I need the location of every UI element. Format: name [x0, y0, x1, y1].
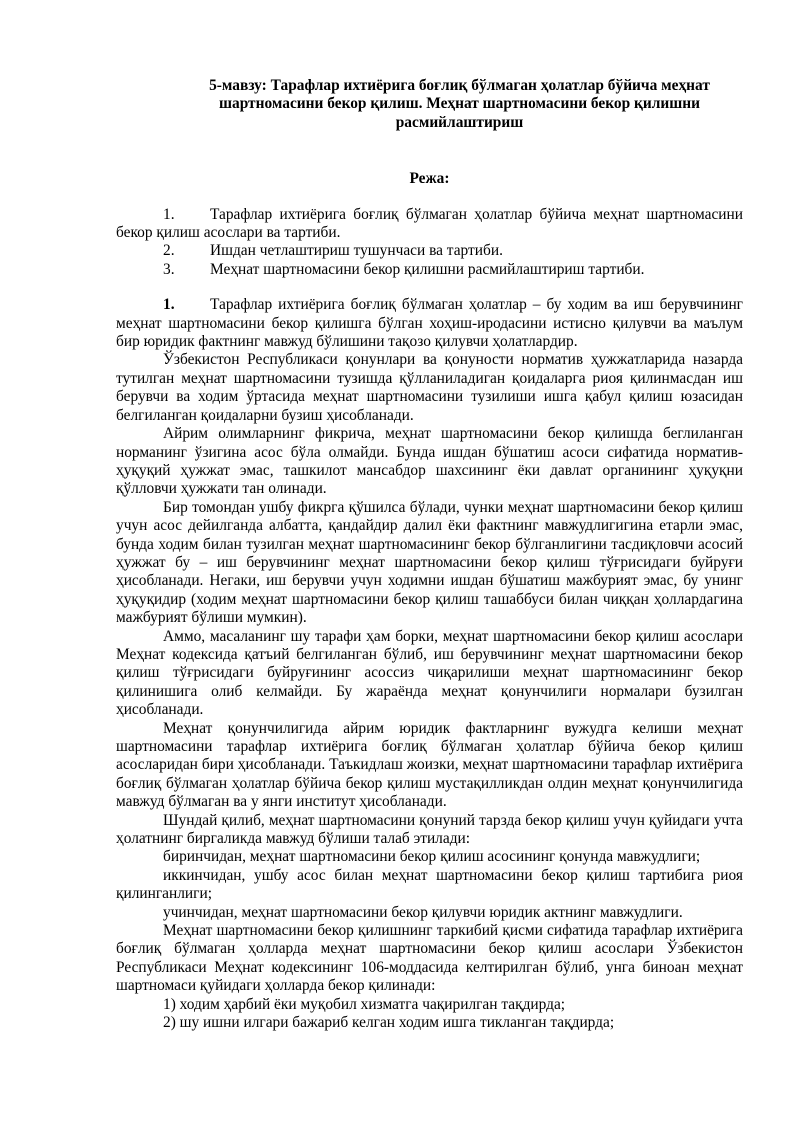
page-title: 5-мавзу: Тарафлар ихтиёрига боғлиқ бўлмаган ҳолатлар бўйича меҳнат шартномасини бекор қилиш. Меҳнат шартномасини бекор қилишни расмийлаштириш	[209, 77, 710, 131]
plan-item-number: 1.	[163, 205, 175, 223]
case-item: 1) ходим ҳарбий ёки муқобил хизматга чақирилган тақдирда;	[163, 995, 566, 1013]
cases-list	[116, 996, 743, 1033]
condition-item: учинчидан, меҳнат шартномасини бекор қилувчи юридик актнинг мавжудлиги.	[163, 903, 683, 921]
paragraph: Бир томондан ушбу фикрга қўшилса бўлади, чунки меҳнат шартномасини бекор қилиш учун асос дейилганда албатта, қандайдир далил ёки фактнинг мавжудлигигина етарли эмас, бунда ходим билан тузилган меҳнат шартномасининг бекор бўлганлигини тасдиқловчи асосий ҳужжат бу – иш берувчининг меҳнат шартномасини бекор қилиш тўғрисидаги буйруғи ҳисобланади. Негаки, иш берувчи учун ходимни ишдан бўшатиш мажбурият эмас, бу унинг ҳуқуқидир (ходим меҳнат шартномасини бекор қилиш ташаббуси билан чиққан ҳоллардагина мажбурият бўлиши мумкин).	[116, 498, 743, 627]
plan-item-text: Тарафлар ихтиёрига боғлиқ бўлмаган ҳолатлар бўйича меҳнат шартномасини бекор қилиш асослари ва тартиби.	[116, 205, 743, 242]
plan-item	[116, 242, 743, 260]
plan-item-number: 3.	[163, 260, 175, 278]
plan-item-number: 2.	[163, 242, 175, 260]
plan-item	[116, 261, 743, 279]
section-number: 1.	[163, 296, 175, 314]
plan-list	[116, 206, 743, 280]
conditions-list	[116, 848, 743, 922]
plan-item	[116, 206, 743, 243]
plan-item-text: Ишдан четлаштириш тушунчаси ва тартиби.	[210, 242, 503, 260]
document-body	[116, 77, 743, 1033]
paragraph: Айрим олимларнинг фикрича, меҳнат шартномасини бекор қилишда беглиланган норманинг ўзигина асос бўла олмайди. Бунда ишдан бўшатиш асоси сифатида норматив-ҳуқуқий ҳужжат эмас, ташкилот мансабдор шахсининг ёки давлат органининг ҳуқуқни қўлловчи ҳужжати тан олинади.	[116, 425, 743, 498]
paragraph-section-1	[116, 296, 743, 351]
plan-heading: Режа:	[409, 170, 450, 188]
condition-item: биринчидан, меҳнат шартномасини бекор қилиш асосининг қонунда мавжудлиги;	[163, 848, 701, 866]
paragraph: Аммо, масаланинг шу тарафи ҳам борки, меҳнат шартномасини бекор қилиш асослари Меҳнат кодексида қатъий белгиланган бўлиб, иш берувчининг меҳнат шартномасини бекор қилиш тўғрисидаги буйруғининг асоссиз чиқарилиши меҳнат шартномасининг бекор қилинишига олиб келмайди. Бу жараёнда меҳнат қонунчилиги нормалари бузилган ҳисобланади.	[116, 627, 743, 719]
paragraph: Меҳнат шартномасини бекор қилишнинг таркибий қисми сифатида тарафлар ихтиёрига боғлиқ бўлмаган ҳолларда меҳнат шартномасини бекор қилиш асослари Ўзбекистон Республикаси Меҳнат кодексининг 106-моддасида келтирилган бўлиб, унга биноан меҳнат шартномаси қуйидаги ҳолларда бекор қилинади:	[116, 922, 743, 995]
condition-item: иккинчидан, ушбу асос билан меҳнат шартномасини бекор қилиш тартибига риоя қилинганлиги;	[116, 866, 743, 903]
title-block	[116, 77, 743, 132]
paragraph: Меҳнат қонунчилигида айрим юридик фактларнинг вужудга келиши меҳнат шартномасини тарафлар ихтиёрига боғлиқ бўлмаган ҳолатлар бўйича бекор қилиш асосларидан бири ҳисобланади. Таъкидлаш жоизки, меҳнат шартномасини тарафлар ихтиёрига боғлиқ бўлмаган ҳолатлар бўйича бекор қилиш мустақилликдан олдин меҳнат қонунчилигида мавжуд бўлмаган ва у янги институт ҳисобланади.	[116, 719, 743, 811]
paragraph: Шундай қилиб, меҳнат шартномасини қонуний тарзда бекор қилиш учун қуйидаги учта ҳолатнинг биргаликда мавжуд бўлиши талаб этилади:	[116, 811, 743, 848]
paragraph-text: Тарафлар ихтиёрига боғлиқ бўлмаган ҳолатлар – бу ходим ва иш берувчининг меҳнат шартномасини бекор қилишга бўлган хоҳиш-иродасини истисно қилувчи ва маълум бир юридик фактнинг мавжуд бўлишини тақозо қилувчи ҳолатлардир.	[116, 296, 743, 351]
paragraph: Ўзбекистон Республикаси қонунлари ва қонуности норматив ҳужжатларида назарда тутилган меҳнат шартномасини тузишда қўлланиладиган қоидаларга риоя қилинмасдан иш берувчи ва ходим ўртасида меҳнат шартномасини тузилиши ишга қабул қилиш юзасидан белгиланган қоидаларни бузиш ҳисобланади.	[116, 351, 743, 424]
plan-item-text: Меҳнат шартномасини бекор қилишни расмийлаштириш тартиби.	[210, 260, 645, 278]
case-item: 2) шу ишни илгари бажариб келган ходим ишга тикланган тақдирда;	[163, 1014, 615, 1032]
